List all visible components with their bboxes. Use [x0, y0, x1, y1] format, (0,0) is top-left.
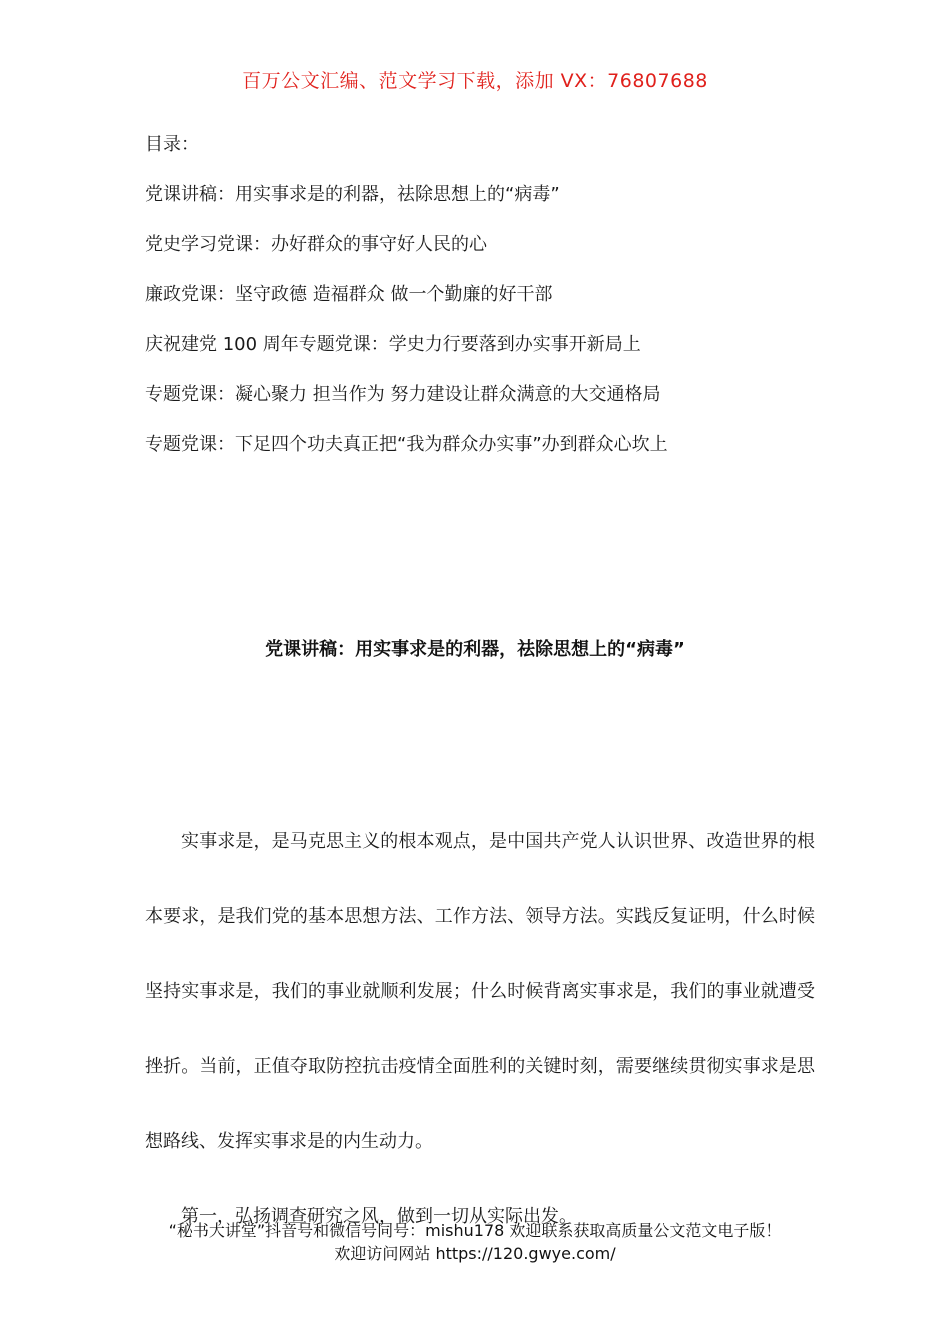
toc-item: 党史学习党课：办好群众的事守好人民的心: [145, 234, 487, 255]
toc-heading: 目录：: [145, 134, 199, 155]
body-paragraph: 第一，弘扬调查研究之风，做到一切从实际出发。: [181, 1206, 577, 1227]
footer-website-line: 欢迎访问网站 https://120.gwye.com/: [334, 1244, 616, 1263]
footer-promo-line: “秘书大讲堂”抖音号和微信号同号：mishu178 欢迎联系获取高质量公文范文电子版！: [168, 1221, 782, 1240]
article-body: [145, 804, 815, 1231]
header-banner: 百万公文汇编、范文学习下载，添加 VX：76807688: [242, 70, 708, 92]
toc-item: 专题党课：凝心聚力 担当作为 努力建设让群众满意的大交通格局: [145, 384, 661, 405]
page-footer: [0, 1219, 950, 1265]
toc-item: 党课讲稿：用实事求是的利器，祛除思想上的“病毒”: [145, 184, 560, 205]
toc-item: 廉政党课：坚守政德 造福群众 做一个勤廉的好干部: [145, 284, 553, 305]
table-of-contents: [145, 131, 825, 481]
toc-item: 庆祝建党 100 周年专题党课：学史力行要落到办实事开新局上: [145, 334, 641, 355]
toc-item: 专题党课：下足四个功夫真正把“我为群众办实事”办到群众心坎上: [145, 434, 668, 455]
article-title: 党课讲稿：用实事求是的利器，祛除思想上的“病毒”: [265, 639, 685, 660]
body-paragraph: 实事求是，是马克思主义的根本观点，是中国共产党人认识世界、改造世界的根本要求，是我们党的基本思想方法、工作方法、领导方法。实践反复证明，什么时候坚持实事求是，我们的事业就顺利发展；什么时候背离实事求是，我们的事业就遭受挫折。当前，正值夺取防控抗击疫情全面胜利的关键时刻，需要继续贯彻实事求是思想路线、发挥实事求是的内生动力。: [145, 831, 815, 1152]
